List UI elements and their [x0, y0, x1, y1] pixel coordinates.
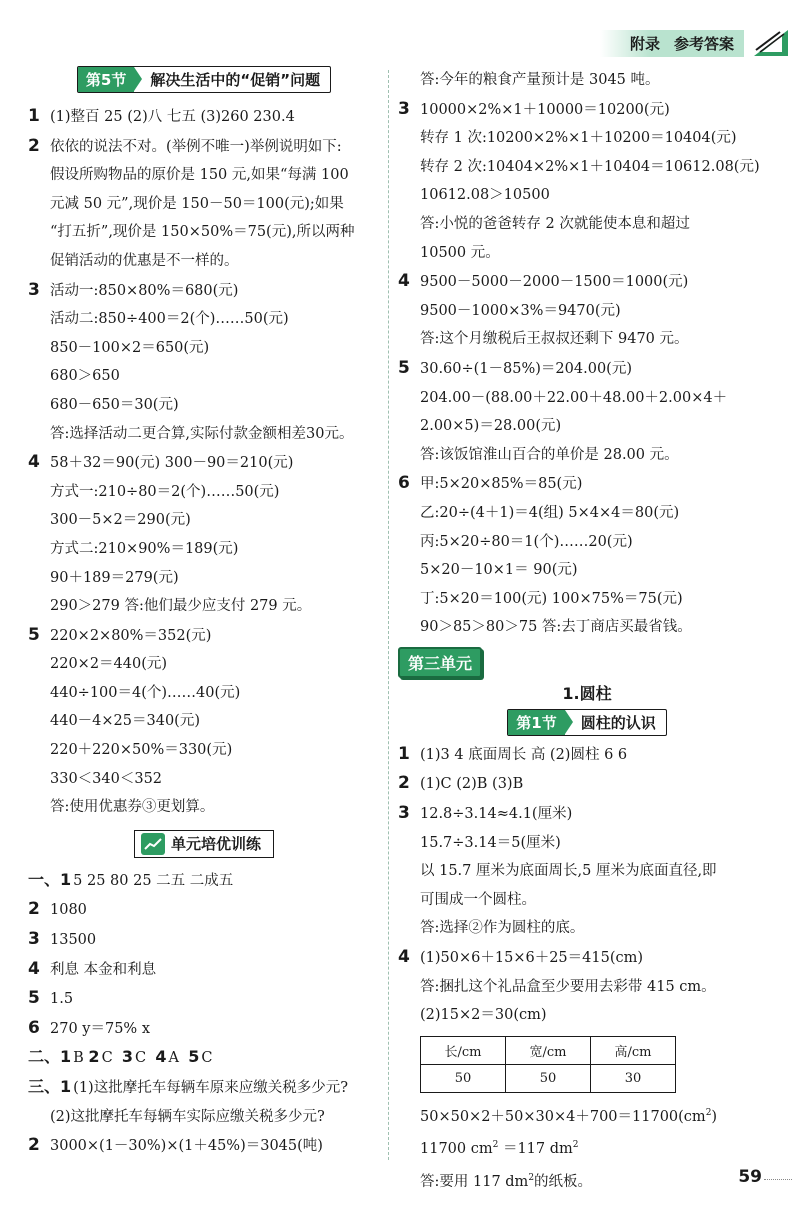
question-number: 5 — [28, 624, 40, 645]
question-number: 4 — [398, 271, 410, 292]
answer-text: 答:要用 117 dm — [420, 1173, 529, 1190]
answer-line — [398, 95, 776, 125]
answer-text: 答:该饭馆淮山百合的单价是 28.00 元。 — [420, 446, 679, 463]
answer-line — [28, 391, 380, 420]
answer-line — [28, 707, 380, 736]
answer-text: 9500－5000－2000－1500＝1000(元) — [420, 274, 689, 291]
answer-text: 甲:5×20×85%＝85(元) — [420, 476, 583, 493]
answer-line — [398, 412, 776, 441]
training-title: 单元培优训练 — [170, 835, 261, 854]
answer-line — [398, 1001, 776, 1030]
answer-text: 元减 50 元”,现价是 150－50＝100(元);如果 — [50, 195, 344, 212]
answer-text: (1)C (2)B (3)B — [420, 776, 524, 793]
answer-text: 答:选择活动二更合算,实际付款金额相差30元。 — [50, 425, 354, 442]
answer-line — [28, 984, 380, 1014]
answer-text: (1)整百 25 (2)八 七五 (3)260 230.4 — [50, 109, 295, 125]
superscript: 2 — [492, 1140, 499, 1151]
answer-text: 10000×2%×1＋10000＝10200(元) — [420, 101, 670, 118]
question-number: 3 — [121, 1047, 134, 1067]
answer-line — [28, 218, 380, 247]
question-number: 3 — [28, 279, 40, 300]
unit-training-heading — [28, 830, 380, 858]
question-number: 6 — [28, 1017, 40, 1038]
answer-line — [398, 124, 776, 153]
answer-text: 440－4×25＝340(元) — [50, 713, 200, 730]
answer-line — [28, 1103, 380, 1132]
answer-text: 依依的说法不对。(举例不唯一)举例说明如下: — [50, 138, 342, 155]
answer-line — [398, 325, 776, 354]
superscript: 2 — [528, 1172, 535, 1183]
question-number: 5 — [398, 357, 410, 378]
answer-line — [28, 895, 380, 925]
answer-line — [398, 441, 776, 470]
question-number: 3 — [398, 803, 410, 824]
answer-line — [28, 276, 380, 306]
answer-line — [28, 793, 380, 822]
header-answers: 参考答案 — [673, 34, 734, 53]
answer-text: 丁:5×20＝100(元) 100×75%＝75(元) — [420, 590, 683, 607]
answer-text: 440÷100＝4(个)……40(元) — [50, 684, 241, 701]
answer-line — [398, 556, 776, 585]
answer-line — [398, 914, 776, 943]
answer-line — [28, 478, 380, 507]
question-number: 1 — [60, 1077, 72, 1096]
answer-text: 30.60÷(1－85%)＝204.00(元) — [420, 360, 632, 377]
calc-text: 50×50×2＋50×30×4＋700＝11700(cm — [420, 1108, 706, 1125]
answer-text: 330＜340＜352 — [50, 770, 163, 787]
answer-text: 680－650＝30(元) — [50, 396, 179, 413]
answer-line — [398, 66, 776, 95]
answer-line — [28, 132, 380, 162]
question-number: 2 — [28, 1135, 40, 1156]
answer-text: 答:捆扎这个礼品盒至少要用去彩带 415 cm。 — [420, 978, 716, 995]
answer-line — [398, 943, 776, 973]
header-appendix: 附录 — [629, 34, 660, 53]
answer-text: 15.7÷3.14＝5(厘米) — [420, 834, 561, 851]
answer-line — [28, 621, 380, 651]
answer-line — [28, 1043, 380, 1073]
answer-line — [28, 736, 380, 765]
calc-text: ＝117 dm — [502, 1141, 573, 1158]
answer-line — [398, 829, 776, 858]
answer-text: 10612.08＞10500 — [420, 187, 550, 204]
right-answers-cylinder — [398, 740, 776, 1030]
calc-line — [398, 1099, 776, 1131]
answer-text: 假设所购物品的原价是 150 元,如果“每满 100 — [50, 167, 349, 184]
answer-line — [398, 799, 776, 829]
calc-close: ) — [711, 1108, 718, 1125]
table-cell: 50 — [506, 1064, 591, 1092]
answer-text: 9500－1000×3%＝9470(元) — [420, 302, 621, 319]
dimensions-table — [420, 1036, 676, 1093]
question-number: 4 — [155, 1047, 167, 1067]
answer-line — [398, 1164, 776, 1196]
answer-line — [398, 585, 776, 614]
answer-text: 13500 — [50, 932, 97, 949]
answer-text: (1)这批摩托车每辆车原来应缴关税多少元? — [73, 1080, 348, 1096]
answer-line — [28, 1073, 380, 1103]
answer-text: 220×2×80%＝352(元) — [50, 627, 212, 644]
answer-line — [28, 362, 380, 391]
answer-line — [28, 925, 380, 955]
question-number: 1 — [60, 1047, 72, 1067]
answer-text: (1)50×6＋15×6＋25＝415(cm) — [420, 950, 644, 967]
answer-line — [398, 740, 776, 770]
table-header-cell: 宽/cm — [506, 1036, 591, 1064]
answer-text: 3000×(1－30%)×(1＋45%)＝3045(吨) — [50, 1138, 323, 1155]
superscript: 2 — [572, 1140, 579, 1151]
unit-title: 第三单元 — [398, 647, 482, 678]
answer-line — [398, 613, 776, 642]
question-number: 2 — [398, 773, 410, 794]
answer-text: 乙:20÷(4＋1)＝4(组) 5×4×4＝80(元) — [420, 504, 680, 521]
right-column — [398, 66, 776, 1196]
part-number: 二、 — [28, 1047, 61, 1067]
table-cell: 30 — [591, 1064, 676, 1092]
section-tag: 第5节 — [78, 67, 134, 92]
answer-line — [398, 886, 776, 915]
question-number: 6 — [398, 473, 410, 494]
answer-text: 270 y＝75% x — [50, 1020, 150, 1037]
part-number: 一、 — [28, 869, 61, 889]
answer-text: 方式一:210÷80＝2(个)……50(元) — [50, 483, 280, 500]
section-title: 解决生活中的“促销”问题 — [150, 70, 321, 89]
answer-line — [28, 1131, 380, 1161]
answer-line — [28, 305, 380, 334]
chapter-title: 1.圆柱 — [562, 683, 612, 703]
table-cell: 50 — [421, 1064, 506, 1092]
question-number: 4 — [28, 958, 40, 979]
answer-line — [398, 181, 776, 210]
answer-text: A — [168, 1050, 189, 1067]
section-heading-1 — [398, 708, 776, 738]
answer-line — [398, 528, 776, 557]
question-number: 1 — [60, 869, 72, 889]
answer-line — [398, 267, 776, 297]
section-title: 圆柱的认识 — [580, 714, 656, 733]
left-answers-training — [28, 866, 380, 1161]
answer-text: B — [73, 1050, 89, 1067]
answer-text: 答:今年的粮食产量预计是 3045 吨。 — [420, 72, 660, 88]
answer-text: 10500 元。 — [420, 244, 500, 261]
answer-text: 以 15.7 厘米为底面周长,5 厘米为底面直径,即 — [420, 863, 717, 880]
answer-text: (2)15×2＝30(cm) — [420, 1007, 547, 1024]
question-number: 3 — [28, 929, 40, 950]
answer-text: 12.8÷3.14≈4.1(厘米) — [420, 806, 573, 823]
part-number: 三、 — [28, 1077, 61, 1096]
answer-line — [398, 384, 776, 413]
question-number: 4 — [398, 947, 410, 968]
answer-text: (2)这批摩托车每辆车实际应缴关税多少元? — [50, 1108, 325, 1125]
table-header-row — [421, 1036, 676, 1064]
answer-text: 204.00－(88.00＋22.00＋48.00＋2.00×4＋ — [420, 389, 728, 406]
answer-text: 5×20－10×1＝ 90(元) — [420, 562, 578, 579]
question-number: 2 — [28, 135, 40, 156]
table-header-cell: 高/cm — [591, 1036, 676, 1064]
answer-line — [28, 592, 380, 621]
answer-line — [28, 448, 380, 478]
answer-line — [28, 506, 380, 535]
answer-text: 答:使用优惠券③更划算。 — [50, 799, 215, 816]
answer-text: 活动一:850×80%＝680(元) — [50, 282, 239, 299]
answer-text: 680＞650 — [50, 368, 120, 385]
answer-text: 5 25 80 25 二五 二成五 — [73, 872, 234, 889]
answer-line — [398, 973, 776, 1002]
table-header-cell: 长/cm — [421, 1036, 506, 1064]
answer-line — [398, 297, 776, 326]
question-number: 2 — [88, 1047, 100, 1067]
answer-line — [28, 1014, 380, 1044]
answer-text: 1080 — [50, 902, 87, 919]
answer-text: 的纸板。 — [534, 1173, 593, 1190]
answer-text: 丙:5×20÷80＝1(个)……20(元) — [420, 533, 633, 550]
answer-line — [398, 239, 776, 268]
answer-line — [28, 420, 380, 449]
answer-text: 方式二:210×90%＝189(元) — [50, 540, 239, 557]
left-column — [28, 60, 380, 1161]
answer-text: 850－100×2＝650(元) — [50, 339, 210, 356]
answer-text: C — [135, 1050, 156, 1067]
superscript: 2 — [705, 1107, 712, 1118]
ruler-logo-icon — [752, 28, 790, 58]
answer-line — [28, 334, 380, 363]
answer-line — [28, 650, 380, 679]
answer-text: 58＋32＝90(元) 300－90＝210(元) — [50, 455, 294, 472]
table-row — [421, 1064, 676, 1092]
answer-line — [28, 955, 380, 985]
page-number-dots — [764, 1179, 792, 1183]
answer-line — [398, 354, 776, 384]
answer-line — [28, 102, 380, 132]
answer-text: 促销活动的优惠是不一样的。 — [50, 252, 239, 269]
header-band — [600, 30, 744, 57]
answer-line — [398, 769, 776, 799]
answer-line — [398, 857, 776, 886]
answer-line — [398, 499, 776, 528]
answer-text: “打五折”,现价是 150×50%＝75(元),所以两种 — [50, 224, 355, 241]
calc-text: 11700 cm — [420, 1141, 493, 1158]
answer-text: 90＞85＞80＞75 答:去丁商店买最省钱。 — [420, 619, 692, 636]
answer-text: 转存 1 次:10200×2%×1＋10200＝10404(元) — [420, 130, 737, 147]
answer-line — [28, 535, 380, 564]
answer-line — [28, 247, 380, 276]
answer-text: 90＋189＝279(元) — [50, 569, 179, 586]
unit-heading — [398, 648, 776, 678]
answer-line — [28, 679, 380, 708]
question-number: 1 — [28, 106, 40, 126]
answer-text: 活动二:850÷400＝2(个)……50(元) — [50, 311, 289, 328]
answer-line — [398, 210, 776, 239]
page-header — [600, 28, 790, 58]
answer-line — [398, 153, 776, 182]
trend-chart-icon — [141, 833, 165, 855]
section-tag: 第1节 — [508, 710, 564, 735]
question-number: 4 — [28, 452, 40, 473]
question-number: 3 — [398, 98, 410, 119]
calc-line — [398, 1131, 776, 1163]
answer-text: C — [201, 1050, 213, 1067]
answer-text: C — [101, 1050, 122, 1067]
question-number: 1 — [398, 743, 410, 764]
answer-line — [398, 469, 776, 499]
question-number: 5 — [188, 1047, 200, 1067]
answer-text: 可围成一个圆柱。 — [420, 891, 536, 908]
answer-line — [28, 866, 380, 896]
answer-text: 220＋220×50%＝330(元) — [50, 742, 233, 759]
answer-line — [28, 161, 380, 190]
column-divider — [388, 70, 389, 1160]
question-number: 2 — [28, 899, 40, 920]
answer-text: 220×2＝440(元) — [50, 656, 168, 673]
right-answers-training — [398, 66, 776, 642]
answer-line — [28, 190, 380, 219]
answer-text: 转存 2 次:10404×2%×1＋10404＝10612.08(元) — [420, 158, 760, 175]
answer-text: 2.00×5)＝28.00(元) — [420, 418, 562, 435]
answer-text: 答:这个月缴税后王叔叔还剩下 9470 元。 — [420, 331, 689, 348]
question-number: 5 — [28, 988, 40, 1009]
left-answers-section5 — [28, 102, 380, 822]
section-heading-5 — [28, 62, 380, 96]
answer-line — [28, 564, 380, 593]
answer-line — [28, 765, 380, 794]
answer-text: 答:小悦的爸爸转存 2 次就能使本息和超过 — [420, 215, 690, 232]
answer-text: (1)3 4 底面周长 高 (2)圆柱 6 6 — [420, 746, 628, 763]
page-number: 59 — [738, 1167, 762, 1187]
answer-text: 利息 本金和利息 — [50, 961, 157, 978]
answer-text: 答:选择②作为圆柱的底。 — [420, 920, 585, 937]
answer-text: 1.5 — [50, 991, 74, 1008]
answer-text: 300－5×2＝290(元) — [50, 512, 191, 529]
answer-text: 290＞279 答:他们最少应支付 279 元。 — [50, 598, 312, 615]
